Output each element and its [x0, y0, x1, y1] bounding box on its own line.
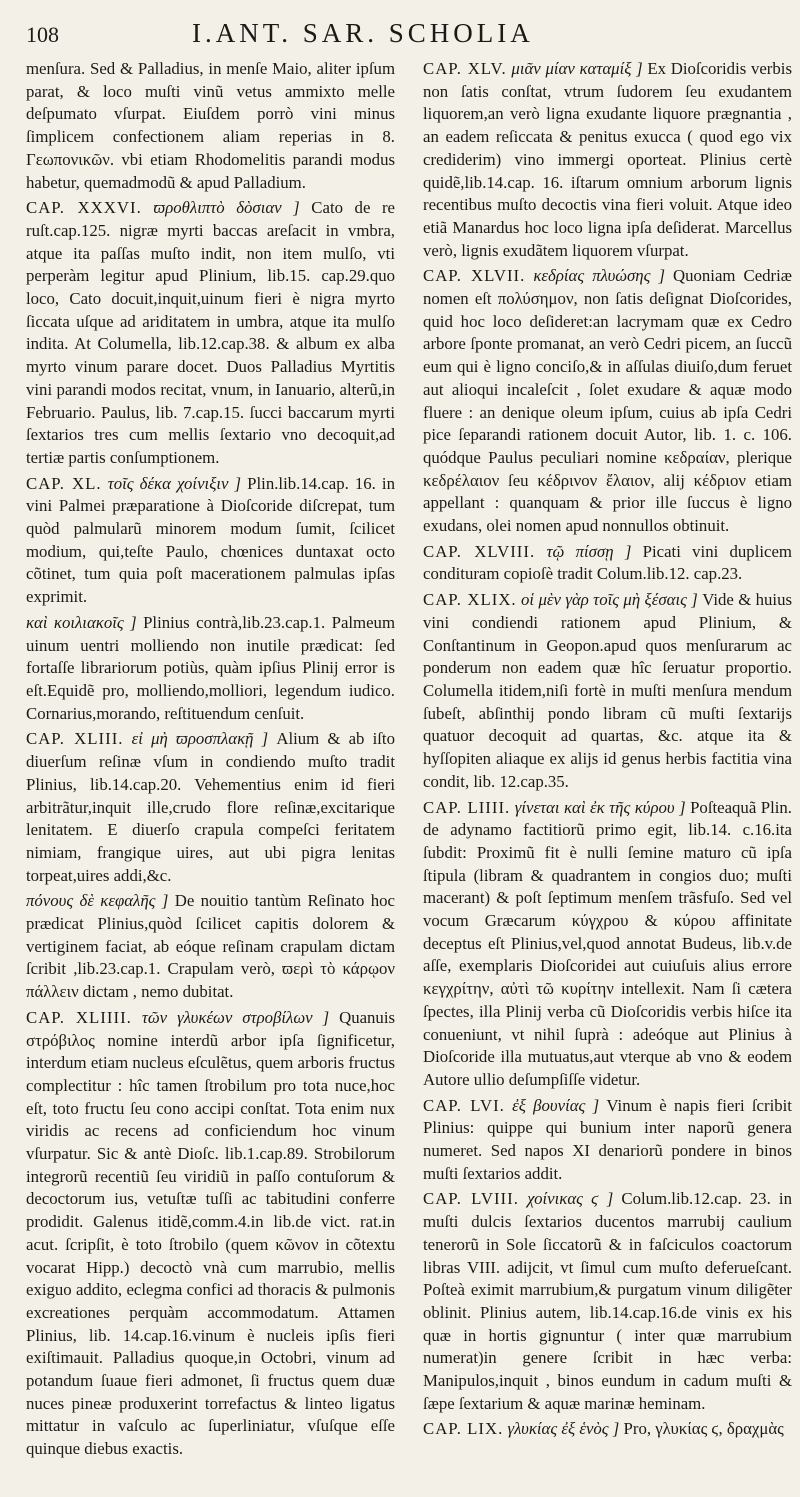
greek-lemma: τῶν γλυκέων στροβίλων ]: [141, 1007, 330, 1027]
text-columns: [26, 58, 792, 1464]
paragraph-text: Quanuis στρόβιλος nomine interdũ arbor ipſa ſignificetur, interdum etiam nucleus eſculẽtus, quem arboris fructus complectitur : hîc tamen ſtrobilum pro tota nuce,hoc eſt, toto fructu ſeu cono accipi conſtat. Tota enim nux viridis ac recens ad conficiendum hoc vinum vſurpatur. Sic & antè Dioſc. lib.1.cap.89. Strobilorum integrorũ recentiũ ſeu viridiũ in paſſo contuſorum & decoctorum ius, vetuſtæ tuſſi ac tabitudini conferre prodidit. Galenus itidẽ,comm.4.in lib.de vict. rat.in acut. ſcripſit, è toto ſtrobilo (quem κῶνον in cõtextu vocarat Hipp.) decoctò vnà cum marrubio, mellis exiguo addito, eclegma confici ad thoracis & pulmonis excreationes perquàm accommodatum. Attamen Plinius, lib. 14.cap.16.vinum è nucleis ipſis fieri exiſtimauit. Palladius quoque,in Octobri, vinum ad potandum ſuaue fieri admonet, ſi fructus quem duæ nuces pineæ produxerint torrefactus & linteo ligatus mittatur in vaſculo ac ſuperliniatur, vſuſque eſſe quinque diebus exactis.: [26, 1007, 396, 1459]
commentary-paragraph: [26, 58, 395, 194]
greek-lemma: κεδρίας πλυώσης ]: [533, 266, 665, 286]
commentary-paragraph: [423, 541, 792, 586]
paragraph-text: Plinius contrà,lib.23.cap.1. Palmeum uinum uentri molliendo non inutile prædicat: ſed fortaſſe librariorum potiùs, quàm ipſius Plinij error is eſt.Equidẽ pro, molliendo,molliori, legendum iudico. Cornarius,morando, reſtituendum cenſuit.: [26, 612, 396, 723]
commentary-paragraph: [423, 265, 792, 537]
paragraph-text: De nouitio tantùm Reſinato hoc prædicat Plinius,quòd ſcilicet capitis dolorem & vertiginem faciat, ab eóque reſinam crapulam dictam ſcribit ,lib.23.cap.1. Crapulam verò, ϖερὶ τὸ κάρῳον πάλλειν dictam , nemo dubitat.: [26, 891, 396, 1002]
greek-lemma: τοῖς δέκα χοίνιξιν ]: [107, 473, 242, 493]
commentary-paragraph: [423, 58, 792, 262]
commentary-paragraph: [26, 1007, 395, 1461]
commentary-paragraph: [423, 1095, 792, 1186]
chapter-heading: CAP. LIX.: [423, 1419, 504, 1439]
commentary-paragraph: [423, 797, 792, 1092]
greek-lemma: μιᾶν μίαν καταμίξ ]: [511, 59, 643, 78]
paragraph-text: Plin.lib.14.cap. 16. in vini Palmei præparatione à Dioſcoride diſcrepat, tum quòd palmularũ minorem modum ſumit, ſcilicet modium, qui,teſte Paulo, chœnices duntaxat octo cõtinet, tum quia poſt macerationem palmulas ipſas exprimit.: [26, 473, 395, 607]
paragraph-text: Colum.lib.12.cap. 23. in muſti dulcis ſextarios ducentos marrubij caulium tenerorũ in Sole ſiccatorũ & in faſciculos coactorum libras VIII. adijcit, vt ſimul cum muſto deferueſcant. Poſteà eximit marrubium,& purgatum vinum diligẽter oblinit. Plinius autem, lib.14.cap.16.de vinis ex his quæ in hortis gignuntur ( inter quæ marrubium numerat)in genere ſcribit in hæc verba: Manipulos,inquit , binos eundum in cadum muſti & ſæpe ſextarium & aquæ marinæ heminam.: [423, 1189, 792, 1413]
chapter-heading: CAP. XXXVI.: [26, 198, 142, 218]
chapter-heading: CAP. LVI.: [423, 1095, 505, 1115]
paragraph-text: Ex Dioſcoridis verbis non ſatis conſtat, vtrum ſudorem ſeu exudantem liquorem,an verò ligna exudante liquore prægnantia , an eadem reſiccata & penitus exucca ( quod ego vix crediderim) vino immergi oporteat. Plinius certè quidẽ,lib.14.cap. 16. iſtarum omnium arborum lignis recentibus muſto decoctis vina fieri voluit. Atque ideo etiã Manardus hoc loco ligna ipſa deſiderat. Marcellus verò, lignis exudãtem liquorem vſurpat.: [423, 59, 792, 260]
chapter-heading: CAP. XLIX.: [423, 590, 517, 610]
paragraph-text: Pro, γλυκίας ϛ, δραχμὰς: [623, 1419, 784, 1439]
left-column: [26, 58, 395, 1464]
chapter-heading: CAP. XLVIII.: [423, 541, 536, 561]
greek-lemma: ϖροθλιπτὸ δὸσιαν ]: [153, 198, 300, 218]
paragraph-text: menſura. Sed & Palladius, in menſe Maio, aliter ipſum parat, & loco muſti vinũ vetus ammixto melle deſpumato vſurpat. Eiuſdem porrò vini minus ſimplicem confectionem aliam reperias in 8. Γεωπονικῶν. vbi etiam Rhodomelitis parandi modus habetur, quemadmodũ & apud Palladium.: [26, 59, 395, 192]
chapter-heading: CAP. XL.: [26, 473, 102, 493]
chapter-heading: CAP. XLIII.: [26, 729, 124, 749]
page-header: [26, 18, 792, 58]
paragraph-text: Picati vini duplicem condituram copioſè tradit Colum.lib.12. cap.23.: [423, 541, 792, 584]
commentary-paragraph: [26, 197, 395, 469]
page-number: 108: [26, 22, 59, 47]
greek-lemma: χοίνικας ϛ ]: [527, 1189, 614, 1209]
paragraph-text: Vinum è napis fieri ſcribit Plinius: quippe qui bunium inter naporũ genera numeret. Sed napos XI denariorũ pondere in binos muſti ſextarios addit.: [423, 1095, 792, 1183]
chapter-heading: CAP. LVIII.: [423, 1189, 519, 1209]
right-column: [423, 58, 792, 1464]
greek-lemma: εἰ μὴ ϖροσπλακῇ ]: [131, 729, 269, 749]
commentary-paragraph: [26, 473, 395, 609]
commentary-paragraph: [26, 728, 395, 887]
greek-lemma: τῷ πίσσῃ ]: [546, 541, 632, 561]
chapter-heading: CAP. XLVII.: [423, 266, 526, 286]
greek-lemma: καὶ κοιλιακοῖς ]: [26, 612, 137, 632]
chapter-heading: CAP. XLV.: [423, 59, 507, 78]
paragraph-text: Alium & ab iſto diuerſum reſinæ vſum in condiendo muſto tradit Plinius, lib.14.cap.20. Vehementius enim id fieri arbitrãtur,inquit ille,crudo flore reſinæ,excitarique lenitatem. E diuerſo crapula compeſci feritatem nimiam, frangique uires, aut ubi pigra lenitas torpeat,uires addi,&c.: [26, 729, 395, 885]
greek-lemma: γίνεται καὶ ἐκ τῆς κύρου ]: [514, 797, 686, 817]
paragraph-text: Vide & huius vini condiendi rationem apud Plinium, & Conſtantinum in Geopon.apud quos menſurarum ac ponderum non eadem quæ hîc ſeruatur proportio. Columella itidem,niſi fortè in muſti menſura mendum ſubeſt, abſinthij pondo libram cũ muſti ſextarijs quatuor decoquit ad quartas, &c. atque ita & hyſſopiten aliaque ex alijs id genus herbis factitia vina condit, lib. 12.cap.35.: [423, 590, 793, 791]
running-title: I.ANT. SAR. SCHOLIA: [192, 18, 534, 48]
commentary-paragraph: [423, 1418, 792, 1441]
greek-lemma: οἱ μὲν γὰρ τοῖς μὴ ξέσαις ]: [521, 590, 698, 610]
paragraph-text: Poſteaquã Plin. de adynamo factitiorũ primo egit, lib.14. c.16.ita ſubdit: Proximũ fit è nulli ſemine maturo cũ ipſa ſtipula (libram & quadrantem in congios duo; muſti macerant) & poſt ſeptimum menſem trãsfuſo. Sed vel vocum Græcarum κύγχρου & κύρου affinitate deceptus eſt Plinius,vel,quod annotat Budeus, lib.v.de aſſe, exemplaris Dioſcoridei aut cuiuſuis alius errore κεγχρίτην, αὐτὶ τῶ κυρίτην intellexit. Nam ſi cætera ſpectes, illa Plinij verba cũ Dioſcoridis verbis hiſce ita conueniunt, vt nihil ſuprà : adeóque aut Plinius à Dioſcoride illa mutuatus,aut vterque ab vno & eodem Autore ullio deſumpſiſſe videtur.: [423, 797, 792, 1089]
paragraph-text: Cato de re ruſt.cap.125. nigræ myrti baccas areſacit in vmbra, atque ita paſſas muſto indit, non item mulſo, vti perperàm legitur apud Plinium, lib.15. cap.29.quo loco, Cato docuit,inquit,uinum fieri è nigra myrto ſiccata uſque ad ariditatem in umbra, atque ita mulſo indita. At Columella, lib.12.cap.38. & album ex alba myrto vinum parare docet. Duos Palladius Myrtitis vini parandi modos recitat, vnum, in Ianuario, alterũ,in Februario. Paulus, lib. 7.cap.15. ſucci baccarum myrti ſextarios tres cum mellis ſextario vno decoquit,ad tertiæ partis conſumptionem.: [26, 198, 395, 467]
commentary-paragraph: [423, 1188, 792, 1415]
greek-lemma: γλυκίας ἐξ ἑνὸς ]: [507, 1419, 620, 1439]
commentary-paragraph: [423, 589, 792, 793]
chapter-heading: CAP. LIIII.: [423, 797, 511, 817]
greek-lemma: ἐξ βουνίας ]: [512, 1095, 600, 1115]
paragraph-text: Quoniam Cedriæ nomen eſt πολύσημον, non ſatis deſignat Dioſcorides, quid hoc loco deſideret:an lacrymam quæ ex Cedro arbore ſponte promanat, an verò Cedri picem, an ſuccũ eum qui è ligno conciſo,& in aſſulas diuiſo,dum feruet aut alioqui incaleſcit , ſolet exudare & aquæ modo fluere : an denique oleum ipſum, cuius ab ipſa Cedri pice ſeparandi rationem docuit Autor, lib. 1. c. 106. quódque Paulus peculiari nomine κεδραίαν, plerique κεδρέλαιον ſeu κέδρινον ἔλαιον, alij κέδριον etiam appellant : quanquam & prior ille ſuccus è ligno exudans, olei nomen apud nonnullos obtinuit.: [423, 266, 792, 536]
chapter-heading: CAP. XLIIII.: [26, 1007, 132, 1027]
greek-lemma: πόνους δὲ κεφαλῆς ]: [26, 891, 169, 911]
commentary-paragraph: [26, 890, 395, 1004]
commentary-paragraph: [26, 612, 395, 726]
